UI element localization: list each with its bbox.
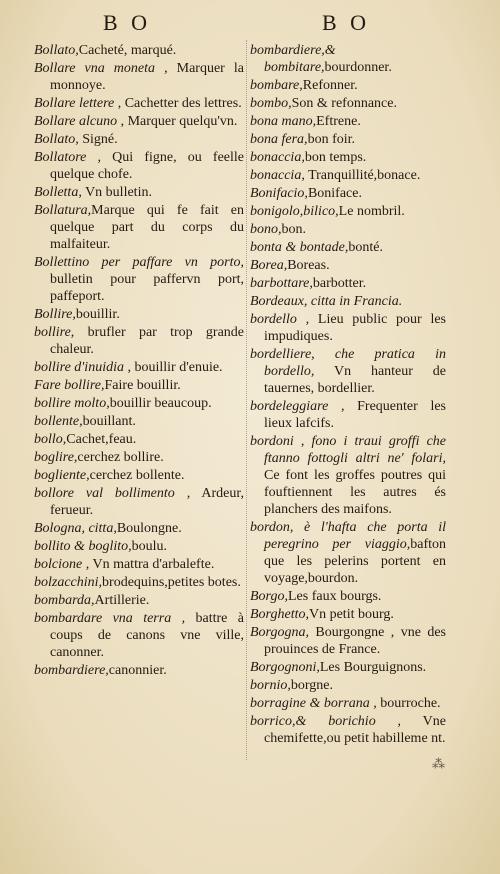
header-left: B O xyxy=(103,10,152,35)
dictionary-entry xyxy=(34,254,244,305)
dictionary-entry xyxy=(34,574,244,591)
dictionary-entry xyxy=(250,149,446,166)
dictionary-entry xyxy=(34,131,244,148)
dictionary-entry xyxy=(250,677,446,694)
headword: Borgogna, xyxy=(250,625,309,640)
dictionary-entry xyxy=(34,467,244,484)
headword: bombo, xyxy=(250,96,292,111)
dictionary-entry xyxy=(250,624,446,658)
headword: bonta & bontade, xyxy=(250,240,349,255)
definition: cerchez bollire. xyxy=(77,450,164,465)
definition: canonnier. xyxy=(108,663,167,678)
headword: Bordeaux, citta in Francia. xyxy=(250,294,403,309)
headword: bombardiere, xyxy=(34,663,109,678)
definition: Cacheté, marqué. xyxy=(78,43,177,58)
dictionary-entry xyxy=(250,185,446,202)
headword: bordelliere, che pratica in bordello, xyxy=(250,347,446,379)
definition: Vn mattra d'arbalefte. xyxy=(89,557,215,572)
dictionary-entry xyxy=(34,306,244,323)
running-header xyxy=(0,10,500,40)
dictionary-entry xyxy=(34,556,244,573)
headword: bolzacchini, xyxy=(34,575,103,590)
dictionary-entry xyxy=(34,324,244,358)
definition: battre à coups de canons vne ville, canonner. xyxy=(50,611,244,660)
definition: Boniface. xyxy=(307,186,362,201)
definition: boulu. xyxy=(131,539,168,554)
definition: , Cachetter des lettres. xyxy=(114,96,242,111)
definition: Son & refonnance. xyxy=(291,96,397,111)
definition: Boulongne. xyxy=(116,521,182,536)
dictionary-entry xyxy=(250,131,446,148)
headword: Bollato, xyxy=(34,43,79,58)
dictionary-entry xyxy=(250,167,446,184)
dictionary-entry xyxy=(250,95,446,112)
headword: bona fera, xyxy=(250,132,308,147)
headword: Bollatura, xyxy=(34,203,92,218)
definition: Frequenter les lieux lafcifs. xyxy=(264,399,446,431)
headword: Bollatore , xyxy=(34,150,102,165)
headword: boglire, xyxy=(34,450,78,465)
definition: Faire bouillir. xyxy=(104,378,181,393)
headword: bollito & boglito, xyxy=(34,539,132,554)
headword: borrico,& borichio , xyxy=(250,714,402,729)
headword: bordeleggiare , xyxy=(250,399,345,414)
dictionary-entry xyxy=(34,662,244,679)
dictionary-entry xyxy=(250,221,446,238)
definition: Les Bourguignons. xyxy=(319,660,427,675)
dictionary-entry xyxy=(34,184,244,201)
headword: Bollire, xyxy=(34,307,76,322)
headword: bombardare vna terra , xyxy=(34,611,186,626)
left-column xyxy=(34,42,244,680)
headword: Borgo, xyxy=(250,589,288,604)
definition: bonté. xyxy=(348,240,383,255)
dictionary-entry xyxy=(250,713,446,747)
headword: bonaccia, xyxy=(250,150,305,165)
headword: bollore val bollimento , xyxy=(34,486,191,501)
dictionary-entry xyxy=(34,413,244,430)
dictionary-entry xyxy=(250,257,446,274)
headword: bolcione , xyxy=(34,557,90,572)
dictionary-entry xyxy=(250,77,446,94)
headword: bombarda, xyxy=(34,593,95,608)
definition: bouillir beaucoup. xyxy=(109,396,212,411)
dictionary-entry xyxy=(34,202,244,253)
definition: Les faux bourgs. xyxy=(287,589,382,604)
dictionary-entry xyxy=(34,431,244,448)
dictionary-entry xyxy=(250,42,446,76)
headword: Bollare alcuno xyxy=(34,114,118,129)
headword: bornio, xyxy=(250,678,291,693)
headword: Fare bollire, xyxy=(34,378,105,393)
dictionary-entry xyxy=(250,695,446,712)
headword: Bollare lettere xyxy=(34,96,115,111)
definition: Vne chemifette,ou petit habilleme nt. xyxy=(264,714,446,746)
definition: barbotter. xyxy=(312,276,367,291)
definition: bulletin pour paffervn port, paffeport. xyxy=(50,272,244,304)
dictionary-entry xyxy=(34,377,244,394)
definition: Vn bulletin. xyxy=(81,185,152,200)
dictionary-entry xyxy=(250,519,446,587)
dictionary-entry xyxy=(250,588,446,605)
dictionary-entry xyxy=(250,398,446,432)
headword: Bologna, citta, xyxy=(34,521,117,536)
definition: Bourgongne , vne des prouinces de France. xyxy=(264,625,446,657)
right-column xyxy=(250,42,446,748)
definition: borgne. xyxy=(290,678,333,693)
headword: bollire molto, xyxy=(34,396,110,411)
headword: bordon, è l'hafta che porta il peregrino per viaggio, xyxy=(250,520,446,552)
headword: bonaccia, xyxy=(250,168,305,183)
dictionary-entry xyxy=(250,293,446,310)
definition: Qui figne, ou feelle quelque chofe. xyxy=(50,150,244,182)
headword: Bonifacio, xyxy=(250,186,308,201)
definition: Vn petit bourg. xyxy=(308,607,394,622)
headword: bombare, xyxy=(250,78,303,93)
headword: bollente, xyxy=(34,414,83,429)
headword: Borea, xyxy=(250,258,288,273)
dictionary-entry xyxy=(250,433,446,518)
definition: cerchez bollente. xyxy=(89,468,185,483)
headword: Bollettino per paffare vn porto, xyxy=(34,255,244,270)
definition: Vn hanteur de tauernes, bordellier. xyxy=(264,364,446,396)
dictionary-entry xyxy=(34,610,244,661)
dictionary-entry xyxy=(250,346,446,397)
dictionary-entry xyxy=(34,520,244,537)
definition: Tranquillité,bonace. xyxy=(304,168,421,183)
headword: bombardiere,& bombitare, xyxy=(250,43,336,75)
dictionary-entry xyxy=(34,485,244,519)
definition: bouillir. xyxy=(75,307,120,322)
definition: Eftrene. xyxy=(316,114,361,129)
headword: bollire d'inuidia , xyxy=(34,360,131,375)
headword: Borgognoni, xyxy=(250,660,320,675)
definition: brodequins,petites botes. xyxy=(102,575,241,590)
definition: brufler par trop grande chaleur. xyxy=(50,325,244,357)
dictionary-entry xyxy=(34,538,244,555)
headword: bogliente, xyxy=(34,468,90,483)
dictionary-entry xyxy=(34,149,244,183)
dictionary-entry xyxy=(34,95,244,112)
definition: , Marquer la monnoye. xyxy=(50,61,244,93)
definition: Refonner. xyxy=(302,78,358,93)
definition: bon foir. xyxy=(307,132,356,147)
definition: bafton que les pelerins portent en voyage,bourdon. xyxy=(264,537,446,586)
dictionary-entry xyxy=(34,395,244,412)
definition: bouillir d'enuie. xyxy=(130,360,223,375)
definition: Signé. xyxy=(78,132,118,147)
definition: , Marquer quelqu'vn. xyxy=(117,114,238,129)
dictionary-entry xyxy=(250,239,446,256)
definition: Boreas. xyxy=(287,258,330,273)
dictionary-entry xyxy=(34,359,244,376)
dictionary-entry xyxy=(250,275,446,292)
definition: bourdonner. xyxy=(324,60,392,75)
dictionary-entry xyxy=(34,449,244,466)
headword: Bollare vna moneta xyxy=(34,61,156,76)
headword: borragine & borrana , xyxy=(250,696,377,711)
definition: bon temps. xyxy=(304,150,367,165)
headword: bona mano, xyxy=(250,114,317,129)
dictionary-entry xyxy=(250,113,446,130)
definition: Artillerie. xyxy=(94,593,150,608)
definition: bon. xyxy=(281,222,306,237)
definition: Le nombril. xyxy=(338,204,405,219)
dictionary-entry xyxy=(34,60,244,94)
dictionary-entry xyxy=(250,311,446,345)
footer-ornament: ⁂ xyxy=(432,756,445,771)
dictionary-entry xyxy=(34,42,244,59)
headword: bollire, xyxy=(34,325,75,340)
definition: bouillant. xyxy=(82,414,136,429)
definition: Marque qui fe fait en quelque part du corps du malfaiteur. xyxy=(50,203,244,252)
dictionary-entry xyxy=(34,592,244,609)
column-divider xyxy=(246,40,247,760)
headword: bono, xyxy=(250,222,282,237)
headword: Bollato, xyxy=(34,132,79,147)
dictionary-entry xyxy=(34,113,244,130)
definition: Lieu public pour les impudiques. xyxy=(264,312,446,344)
definition: bourroche. xyxy=(376,696,441,711)
header-right: B O xyxy=(322,10,371,35)
dictionary-entry xyxy=(250,203,446,220)
headword: barbottare, xyxy=(250,276,313,291)
headword: Bolletta, xyxy=(34,185,82,200)
dictionary-entry xyxy=(250,659,446,676)
definition: Ce font les groffes poutres qui fouftiennent les autres és planchers des maifons. xyxy=(264,468,446,517)
dictionary-entry xyxy=(250,606,446,623)
headword: Borghetto, xyxy=(250,607,309,622)
headword: bollo, xyxy=(34,432,67,447)
headword: bonigolo,bilico, xyxy=(250,204,339,219)
headword: bordoni , fono i traui groffi che ftanno fottogli altri ne' folari, xyxy=(250,434,446,466)
headword: bordello , xyxy=(250,312,310,327)
definition: Cachet,feau. xyxy=(66,432,137,447)
definition: Ardeur, ferueur. xyxy=(50,486,244,518)
